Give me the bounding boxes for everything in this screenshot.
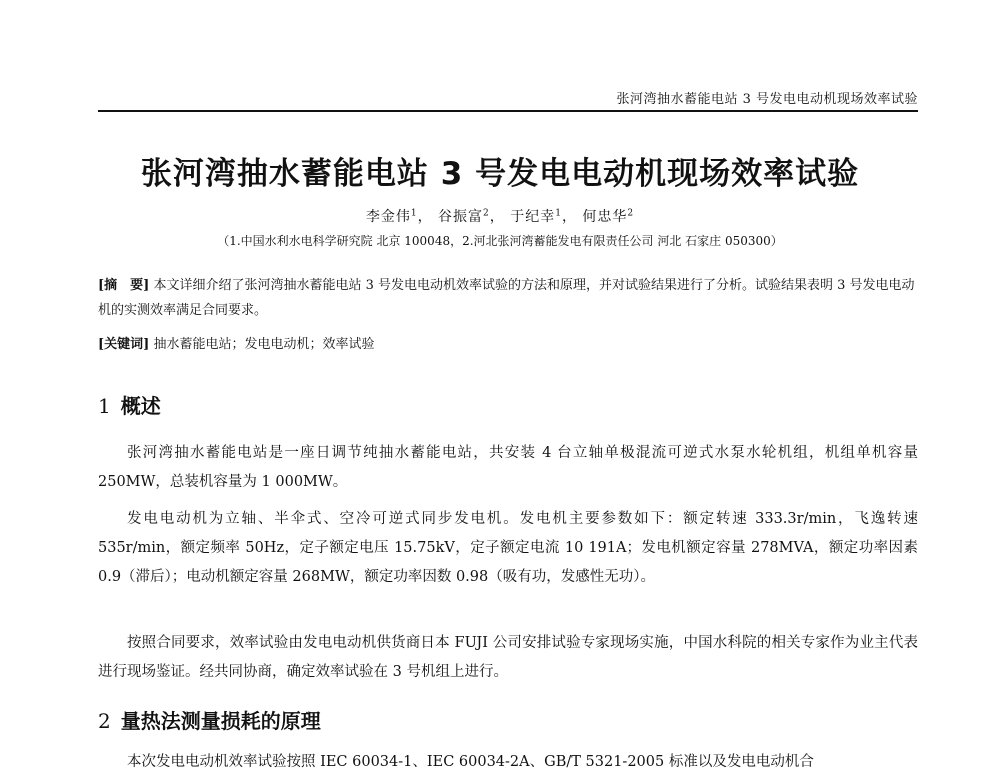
author-affiliation-mark: 1	[410, 208, 418, 219]
section-heading-overview	[98, 390, 161, 419]
paragraph: 张河湾抽水蓄能电站是一座日调节纯抽水蓄能电站，共安装 4 台立轴单极混流可逆式水泵水轮机组，机组单机容量 250MW，总装机容量为 1 000MW。	[98, 445, 918, 490]
author-affiliation-mark: 1	[555, 208, 562, 219]
header-rule	[98, 110, 918, 112]
affiliation: （1.中国水利水电科学研究院 北京 100048，2.河北张河湾蓄能发电有限责任公司 河北 石家庄 050300）	[217, 234, 783, 248]
paragraph: 按照合同要求，效率试验由发电电动机供货商日本 FUJI 公司安排试验专家现场实施，中国水科院的相关专家作为业主代表进行现场鉴证。经共同协商，确定效率试验在 3 号机组上进行。	[98, 635, 918, 680]
author-affiliation-mark: 2	[483, 208, 490, 219]
author-list: 李金伟$^1$， 谷振富$^2$， 于纪幸$^1$， 何忠华$^2$	[365, 208, 635, 225]
paragraph: 本次发电电动机效率试验按照 IEC 60034-1、IEC 60034-2A、GB/T 5321-2005 标准以及发电电动机合	[127, 754, 814, 770]
section-title: 概述	[120, 394, 161, 418]
abstract-label: [摘 要]	[98, 278, 150, 293]
running-header: 张河湾抽水蓄能电站 3 号发电电动机现场效率试验	[616, 92, 918, 107]
section-heading-principle	[98, 705, 321, 734]
article-title: 张河湾抽水蓄能电站 3 号发电电动机现场效率试验	[140, 156, 860, 192]
abstract	[98, 273, 918, 323]
paragraph: 发电电动机为立轴、半伞式、空冷可逆式同步发电机。发电机主要参数如下：额定转速 333.3r/min，飞逸转速 535r/min，额定频率 50Hz，定子额定电压 15.75kV，定子额定电流 10 191A；发电机额定容量 278MVA，额定功率因素 0.9（滞后）；电动机额定容量 268MW，额定功率因数 0.98（吸有功，发感性无功）。	[98, 511, 918, 585]
section-number: 1	[98, 394, 111, 418]
keywords-label: [关键词]	[98, 337, 150, 352]
section-title: 量热法测量损耗的原理	[120, 709, 321, 733]
author-name: 于纪幸	[510, 209, 556, 225]
author-name: 谷振富	[438, 209, 484, 225]
author-name: 何忠华	[582, 209, 628, 225]
keywords-text: 抽水蓄能电站；发电电动机；效率试验	[153, 337, 375, 352]
author-name: 李金伟	[365, 209, 411, 225]
keywords	[98, 332, 918, 357]
section-number: 2	[98, 709, 111, 733]
author-affiliation-mark: 2	[627, 208, 635, 219]
abstract-text: 本文详细介绍了张河湾抽水蓄能电站 3 号发电电动机效率试验的方法和原理，并对试验结果进行了分析。试验结果表明 3 号发电电动机的实测效率满足合同要求。	[98, 278, 915, 318]
